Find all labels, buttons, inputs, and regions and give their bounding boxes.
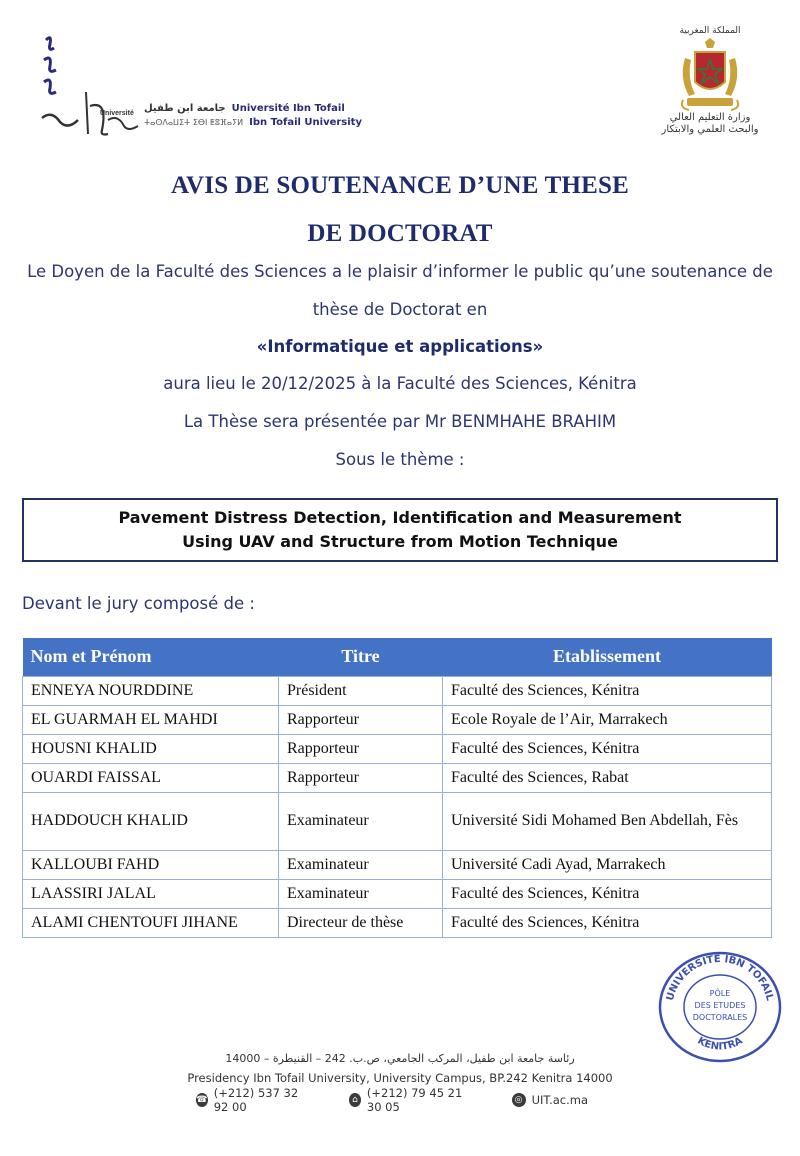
notice-title-line2: DE DOCTORAT (307, 220, 493, 247)
footer-website (512, 1093, 588, 1107)
footer-address-english: Presidency Ibn Tofail University, University Campus, BP.242 Kenitra 14000 (187, 1071, 613, 1085)
jury-institution: Université Sidi Mohamed Ben Abdellah, Fès (451, 812, 739, 829)
footer-contacts (196, 1086, 616, 1114)
thesis-theme-box (22, 498, 778, 562)
footer-phone-number: (+212) 537 32 92 00 (213, 1086, 299, 1114)
kingdom-name-arabic: المملكة المغربية (679, 26, 741, 36)
table-row (23, 763, 772, 792)
jury-name: EL GUARMAH EL MAHDI (23, 705, 279, 734)
jury-institution: Faculté des Sciences, Rabat (443, 763, 772, 792)
presenter-line: La Thèse sera présentée par Mr BENMHAHE BRAHIM (183, 412, 617, 431)
jury-name: HADDOUCH KHALID (23, 792, 279, 850)
university-logo (38, 30, 362, 145)
stamp-center-line2: DES ETUDES (694, 1001, 746, 1010)
defense-date-place: aura lieu le 20/12/2025 à la Faculté des Sciences, Kénitra (163, 374, 637, 393)
table-row (23, 792, 772, 850)
university-names (144, 102, 362, 130)
intro-line2: thèse de Doctorat en (312, 300, 488, 319)
thesis-theme-line1: Pavement Distress Detection, Identification and Measurement (118, 508, 682, 527)
footer-fax-number: (+212) 79 45 21 30 05 (366, 1086, 463, 1114)
intro-line1: Le Doyen de la Faculté des Sciences a le plaisir d’informer le public qu’une soutenance de (27, 262, 773, 281)
jury-institution: Université Cadi Ayad, Marrakech (443, 850, 772, 879)
jury-name: LAASSIRI JALAL (23, 879, 279, 908)
table-row (23, 734, 772, 763)
stamp-bottom-text: KENITRA (695, 1035, 745, 1053)
jury-table (22, 638, 772, 938)
doctoral-school-stamp (656, 950, 784, 1064)
table-row (23, 908, 772, 937)
stamp-center-line1: PÔLE (709, 989, 731, 998)
fax-icon: ⌂ (349, 1093, 361, 1107)
jury-name: ENNEYA NOURDDINE (23, 676, 279, 705)
jury-name: OUARDI FAISSAL (23, 763, 279, 792)
university-name-english: Ibn Tofail University (249, 117, 362, 128)
university-name-french: Université Ibn Tofail (231, 103, 345, 114)
table-row (23, 850, 772, 879)
jury-name: KALLOUBI FAHD (23, 850, 279, 879)
jury-role: Président (279, 676, 443, 705)
stamp-ring-text: UNIVERSITE IBN TOFAIL (664, 953, 776, 1002)
ministry-name-arabic-line2: والبحث العلمي والابتكار (661, 124, 759, 135)
ministry-logo (650, 26, 770, 146)
jury-role: Rapporteur (279, 705, 443, 734)
jury-intro: Devant le jury composé de : (22, 594, 255, 613)
table-row (23, 705, 772, 734)
jury-institution: Faculté des Sciences, Kénitra (443, 676, 772, 705)
jury-role: Rapporteur (279, 763, 443, 792)
moroccan-coat-of-arms-icon (675, 38, 745, 112)
stamp-center-line3: DOCTORALES (692, 1013, 748, 1022)
jury-role: Examinateur (279, 879, 443, 908)
jury-institution-cell (443, 792, 772, 850)
ministry-name-arabic-line1: وزارة التعليم العالي (669, 112, 751, 123)
thesis-theme-line2: Using UAV and Structure from Motion Technique (182, 532, 618, 551)
notice-title-line1: AVIS DE SOUTENANCE D’UNE THESE (171, 172, 629, 199)
footer-fax (349, 1086, 477, 1114)
jury-role: Examinateur (279, 850, 443, 879)
university-name-tifinagh: ⵜⴰⵙⴷⴰⵡⵉⵜ ⵉⴱⵏ ⵟⵓⴼⴰⵢⵍ (144, 118, 244, 127)
header-name: Nom et Prénom (23, 638, 279, 676)
ibn-tofail-logo-mark-icon (38, 30, 143, 142)
globe-icon: ◎ (512, 1093, 526, 1107)
jury-role: Examinateur (279, 792, 443, 850)
phone-icon: ☎ (196, 1095, 208, 1105)
table-row (23, 676, 772, 705)
jury-role: Directeur de thèse (279, 908, 443, 937)
university-name-arabic: جامعة ابن طفيل (144, 103, 226, 114)
university-label: Université (100, 110, 134, 117)
doctorate-field: «Informatique et applications» (256, 337, 544, 356)
jury-institution: Faculté des Sciences, Kénitra (443, 879, 772, 908)
jury-name: ALAMI CHENTOUFI JIHANE (23, 908, 279, 937)
theme-label: Sous le thème : (335, 450, 465, 469)
footer-phone (196, 1086, 315, 1114)
header-institution: Etablissement (443, 638, 772, 676)
jury-role: Rapporteur (279, 734, 443, 763)
jury-institution: Faculté des Sciences, Kénitra (443, 734, 772, 763)
jury-table-header (23, 638, 772, 676)
jury-name: HOUSNI KHALID (23, 734, 279, 763)
jury-institution: Ecole Royale de l’Air, Marrakech (443, 705, 772, 734)
table-row (23, 879, 772, 908)
header-title: Titre (279, 638, 443, 676)
jury-institution: Faculté des Sciences, Kénitra (443, 908, 772, 937)
footer-address-arabic: رئاسة جامعة ابن طفيل، المركب الجامعي، ص.ب. 242 – القنيطرة – 14000 (225, 1052, 575, 1065)
footer-website-url: UIT.ac.ma (531, 1093, 588, 1107)
